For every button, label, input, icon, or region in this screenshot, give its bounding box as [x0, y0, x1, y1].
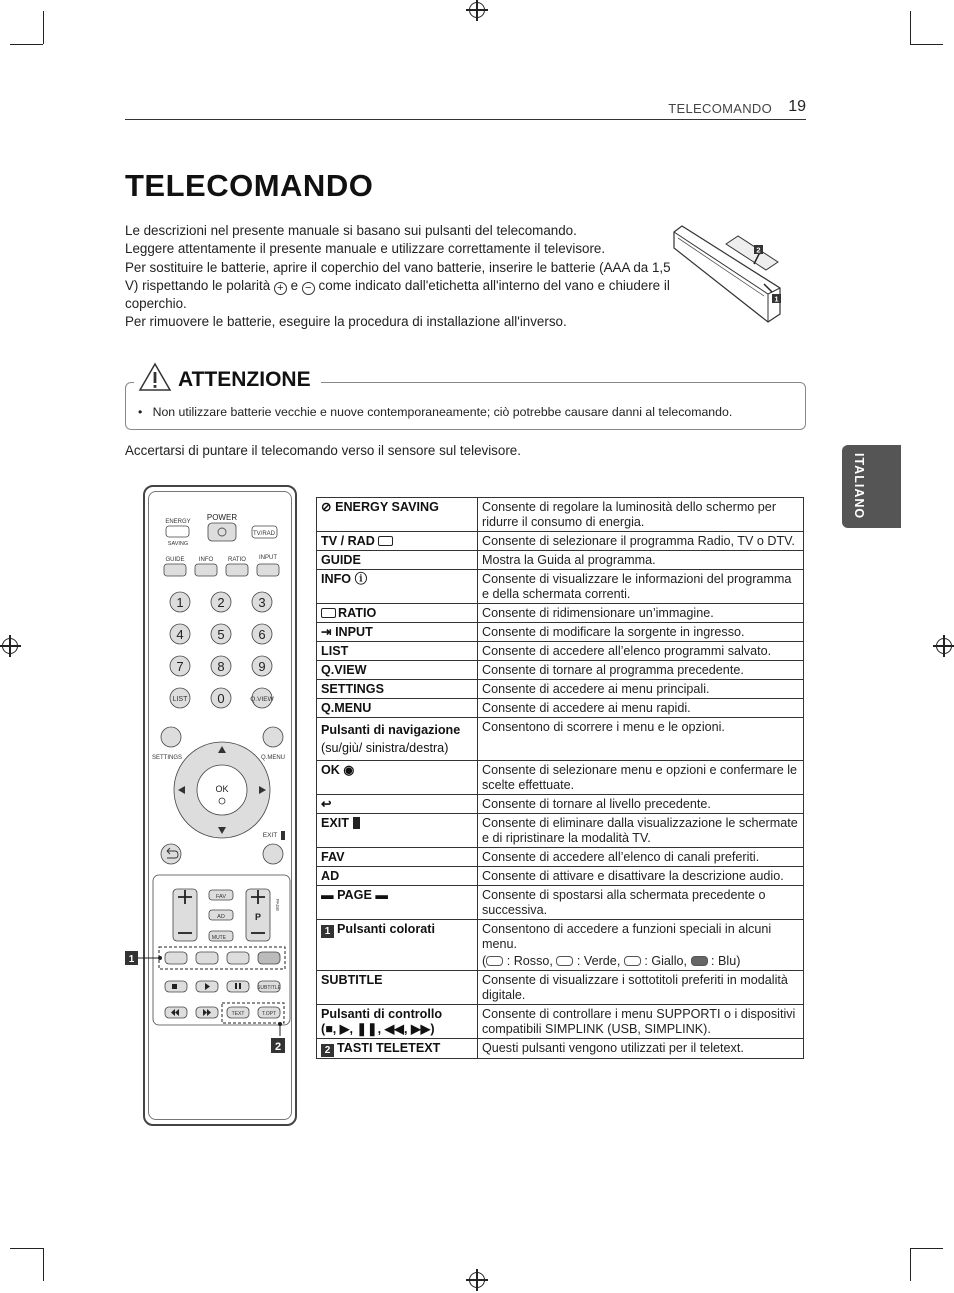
table-row: Q.VIEW Consente di tornare al programma precedente. [317, 661, 804, 680]
button-description-table [316, 497, 804, 1059]
table-row: INFO ⓘ Consente di visualizzare le informazioni del programma e della schermata correnti. [317, 570, 804, 604]
tv-rad-label: TV/RAD [252, 531, 276, 537]
table-row: ⊘ ENERGY SAVING Consente di regolare la luminosità dello schermo per ridurre il consumo di energia. [317, 498, 804, 532]
exit-button [263, 844, 283, 864]
callout-1-badge: 1 [321, 925, 334, 938]
table-row: SUBTITLE Consente di visualizzare i sottotitoli preferiti in modalità digitale. [317, 971, 804, 1005]
qview-label: Q.VIEW [250, 696, 274, 703]
digit-4: 4 [176, 627, 184, 642]
tv-radio-icon [378, 536, 393, 546]
callout-1: 1 [128, 954, 135, 965]
info-button [195, 564, 217, 576]
digit-0: 0 [217, 691, 225, 706]
ratio-button [226, 564, 248, 576]
table-row: LIST Consente di accedere all’elenco programmi salvato. [317, 642, 804, 661]
digit-3: 3 [258, 595, 266, 610]
subtitle-label: SUBTITLE [257, 985, 281, 991]
plus-polarity-icon: + [274, 282, 287, 295]
crop-mark [10, 44, 43, 45]
table-row: Pulsanti di controllo (■, ▶, ❚❚, ◀◀, ▶▶) Consente di controllare i menu SUPPORTI o i dispositivi compatibili SIMPLINK (USB, SIMPLINK). [317, 1005, 804, 1039]
table-row: TV / RAD Consente di selezionare il programma Radio, TV o DTV. [317, 532, 804, 551]
energy-label: ENERGY [165, 519, 191, 525]
blue-button [258, 952, 280, 964]
table-row: SETTINGS Consente di accedere ai menu principali. [317, 680, 804, 699]
table-row: FAV Consente di accedere all’elenco di canali preferiti. [317, 848, 804, 867]
mute-label: MUTE [211, 935, 227, 941]
digit-8: 8 [217, 659, 225, 674]
power-button [208, 523, 236, 541]
fav-label: FAV [216, 894, 226, 900]
page-title: TELECOMANDO [125, 168, 374, 203]
callout-2: 2 [274, 1041, 282, 1053]
page-letters: PAGE [275, 898, 280, 912]
topt-label: T.OPT [261, 1011, 277, 1017]
table-row: Pulsanti di navigazione (su/giù/ sinistra/destra) Consentono di scorrere i menu e le opzioni. [317, 718, 804, 761]
ratio-icon [321, 608, 336, 618]
guide-label: GUIDE [165, 557, 185, 563]
ok-label: OK [215, 784, 229, 794]
blue-key-icon [691, 956, 708, 966]
ok-icon: ◉ [343, 763, 355, 777]
aim-note: Accertarsi di puntare il telecomando verso il sensore sul televisore. [125, 443, 521, 458]
p-label: P [254, 912, 262, 922]
intro-line: Le descrizioni nel presente manuale si basano sui pulsanti del telecomando. [125, 223, 577, 238]
warning-triangle-icon [138, 362, 172, 392]
language-tab: ITALIANO [842, 445, 901, 528]
energy-saving-icon: ⊘ [321, 500, 332, 514]
digit-9: 9 [258, 659, 266, 674]
warning-title: ATTENZIONE [178, 368, 311, 391]
remote-control-illustration [120, 485, 300, 1130]
digit-5: 5 [217, 627, 225, 642]
table-row: ▬ PAGE ▬ Consente di spostarsi alla schermata precedente o successiva. [317, 886, 804, 920]
settings-button [161, 727, 181, 747]
intro-text [125, 222, 675, 332]
battery-cover-illustration [668, 218, 788, 328]
table-row: OK ◉ Consente di selezionare menu e opzioni e confermare le scelte effettuate. [317, 761, 804, 795]
saving-label: SAVING [167, 541, 189, 547]
registration-mark-icon [936, 638, 952, 654]
info-label: INFO [198, 557, 214, 563]
crop-mark [910, 44, 943, 45]
table-row: GUIDE Mostra la Guida al programma. [317, 551, 804, 570]
ad-label: AD [217, 914, 225, 920]
qmenu-label: Q.MENU [261, 755, 285, 761]
warning-heading [134, 362, 321, 392]
guide-button [164, 564, 186, 576]
crop-mark [43, 1248, 44, 1281]
table-row: Q.MENU Consente di accedere ai menu rapidi. [317, 699, 804, 718]
red-button [165, 952, 187, 964]
input-label: INPUT [259, 555, 277, 561]
crop-mark [10, 1248, 43, 1249]
registration-mark-icon [2, 638, 18, 654]
list-label: LIST [172, 696, 188, 703]
input-button [257, 564, 279, 576]
page-up-icon: ▬ [321, 888, 334, 902]
crop-mark [910, 1248, 911, 1281]
crop-mark [43, 11, 44, 44]
crop-mark [910, 11, 911, 44]
intro-line: Per sostituire le batterie, aprire il coperchio del vano batterie, inserire le batterie (AAA da 1,5 V) rispettando le polarità + e − come indicato dall'etichetta all'interno del vano e chiudere il coperchio. [125, 259, 671, 312]
page-number: 19 [788, 98, 806, 115]
registration-mark-icon [469, 2, 485, 18]
red-key-icon [486, 956, 503, 966]
table-row: ⇥ INPUT Consente di modificare la sorgente in ingresso. [317, 623, 804, 642]
exit-label: EXIT [262, 832, 278, 839]
table-row: 2 TASTI TELETEXT Questi pulsanti vengono utilizzati per il teletext. [317, 1039, 804, 1059]
page-header [125, 98, 806, 120]
pause-button [227, 981, 249, 992]
table-row: RATIO Consente di ridimensionare un’immagine. [317, 604, 804, 623]
text-label: TEXT [231, 1011, 245, 1017]
page-down-icon: ▬ [375, 888, 388, 902]
callout-1: 1 [774, 294, 779, 304]
info-icon: ⓘ [354, 572, 368, 586]
settings-label: SETTINGS [151, 755, 183, 761]
input-icon: ⇥ [321, 625, 332, 639]
intro-line: Per rimuovere le batterie, eseguire la procedura di installazione all'inverso. [125, 314, 567, 330]
warning-bullet: • Non utilizzare batterie vecchie e nuove contemporaneamente; ciò potrebbe causare danni al telecomando. [138, 405, 733, 419]
exit-icon [353, 817, 360, 829]
intro-line: Leggere attentamente il presente manuale e utilizzare correttamente il televisore. [125, 241, 606, 257]
digit-6: 6 [258, 627, 266, 642]
ratio-label: RATIO [228, 557, 246, 563]
table-row: ↩ Consente di tornare al livello precedente. [317, 795, 804, 814]
digit-7: 7 [176, 659, 184, 674]
registration-mark-icon [469, 1272, 485, 1288]
playback-icons: (■, ▶, ❚❚, ◀◀, ▶▶) [321, 1022, 435, 1036]
number-pad [170, 592, 275, 708]
back-icon: ↩ [321, 797, 332, 811]
callout-2: 2 [756, 245, 761, 255]
digit-1: 1 [176, 595, 184, 610]
energy-saving-button [166, 526, 189, 537]
green-button [196, 952, 218, 964]
green-key-icon [556, 956, 573, 966]
callout-2-badge: 2 [321, 1044, 334, 1057]
table-row: EXIT Consente di eliminare dalla visualizzazione le schermate e di ripristinare la modalità TV. [317, 814, 804, 848]
yellow-key-icon [624, 956, 641, 966]
yellow-button [227, 952, 249, 964]
header-section: TELECOMANDO [668, 101, 772, 116]
table-row: 1 Pulsanti colorati Consentono di accedere a funzioni speciali in alcuni menu. ( : Rosso, : Verde, : Giallo, : Blu) [317, 920, 804, 971]
digit-2: 2 [217, 595, 225, 610]
qmenu-button [263, 727, 283, 747]
table-row: AD Consente di attivare e disattivare la descrizione audio. [317, 867, 804, 886]
minus-polarity-icon: − [302, 282, 315, 295]
crop-mark [910, 1248, 943, 1249]
power-label: POWER [206, 513, 238, 522]
